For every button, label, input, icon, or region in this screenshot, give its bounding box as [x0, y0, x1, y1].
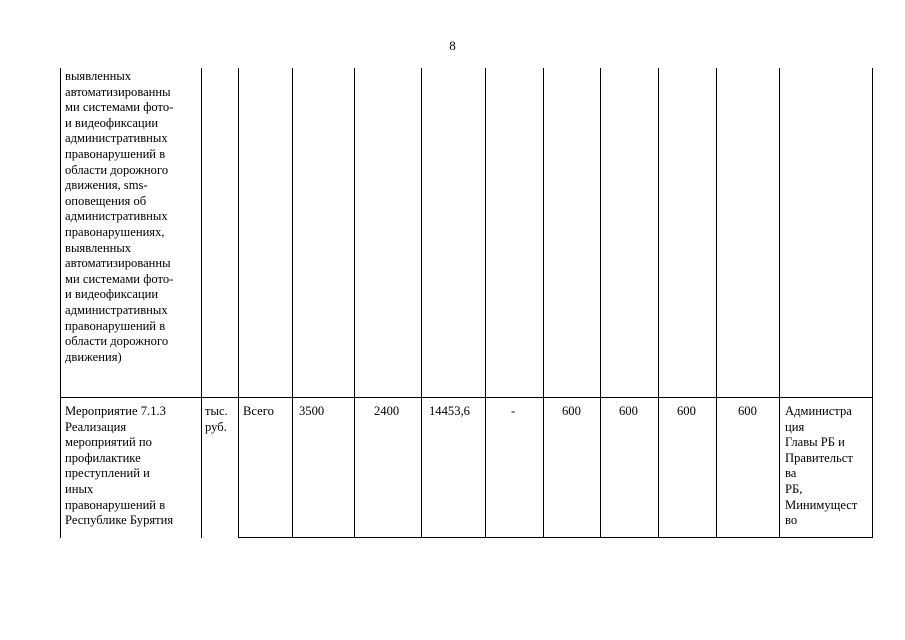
value-cell: 3500	[299, 404, 325, 418]
value-cell: -	[511, 404, 516, 418]
text-line: мероприятий по	[65, 435, 152, 450]
text-line: Правительст	[785, 450, 853, 465]
text-line: правонарушений в	[65, 318, 166, 333]
text-line: правонарушений в	[65, 497, 166, 512]
text-line: ми системами фото-	[65, 271, 174, 286]
text-line: тыс.	[205, 404, 228, 418]
text-line: Реализация	[65, 419, 127, 434]
text-line: Мероприятие 7.1.3	[65, 404, 166, 418]
text-line: автоматизированны	[65, 84, 171, 99]
col-divider-8	[600, 68, 601, 538]
col-divider-7	[543, 68, 544, 538]
value-cell: 600	[677, 404, 696, 418]
table-border-left	[60, 68, 61, 538]
col-divider-11	[779, 68, 780, 538]
text-line: профилактике	[65, 450, 141, 465]
col-divider-1	[201, 68, 202, 538]
text-line: ми системами фото-	[65, 100, 174, 115]
text-line: области дорожного	[65, 162, 169, 177]
page-number: 8	[449, 38, 456, 53]
value-cell: 600	[738, 404, 757, 418]
text-line: административных	[65, 303, 168, 317]
col-divider-3	[292, 68, 293, 538]
text-line: и видеофиксации	[65, 115, 159, 130]
text-line: РБ,	[785, 482, 803, 496]
table-bottom-border	[238, 537, 873, 538]
text-line: ва	[785, 466, 797, 481]
text-line: административных	[65, 209, 168, 224]
source-cell: Всего	[243, 404, 274, 418]
text-line: ция	[785, 419, 805, 434]
value-cell: 14453,6	[429, 404, 470, 418]
col-divider-4	[354, 68, 355, 538]
table-border-right	[872, 68, 873, 538]
text-line: оповещения об	[65, 193, 147, 208]
text-line: правонарушениях,	[65, 225, 165, 239]
text-line: движения, sms-	[65, 178, 148, 193]
text-line: Администра	[785, 404, 852, 418]
col-divider-9	[658, 68, 659, 538]
text-line: административных	[65, 131, 168, 146]
value-cell: 600	[619, 404, 638, 418]
text-line: преступлений и	[65, 466, 150, 481]
text-line: автоматизированны	[65, 256, 171, 271]
text-line: выявленных	[65, 240, 132, 255]
text-line: и видеофиксации	[65, 287, 159, 302]
value-cell: 600	[562, 404, 581, 418]
text-line: руб.	[205, 419, 227, 434]
text-line: правонарушений в	[65, 147, 166, 161]
text-line: Республике Бурятия	[65, 513, 174, 528]
text-line: Главы РБ и	[785, 435, 845, 450]
text-line: Минимущест	[785, 497, 858, 512]
row-separator	[60, 397, 873, 398]
col-divider-5	[421, 68, 422, 538]
col-divider-10	[716, 68, 717, 538]
text-line: иных	[65, 482, 94, 496]
text-line: области дорожного	[65, 334, 169, 349]
text-line: движения)	[65, 349, 122, 364]
text-line: во	[785, 513, 798, 528]
col-divider-6	[485, 68, 486, 538]
text-line: выявленных	[65, 69, 132, 83]
value-cell: 2400	[374, 404, 400, 418]
col-divider-2	[238, 68, 239, 538]
